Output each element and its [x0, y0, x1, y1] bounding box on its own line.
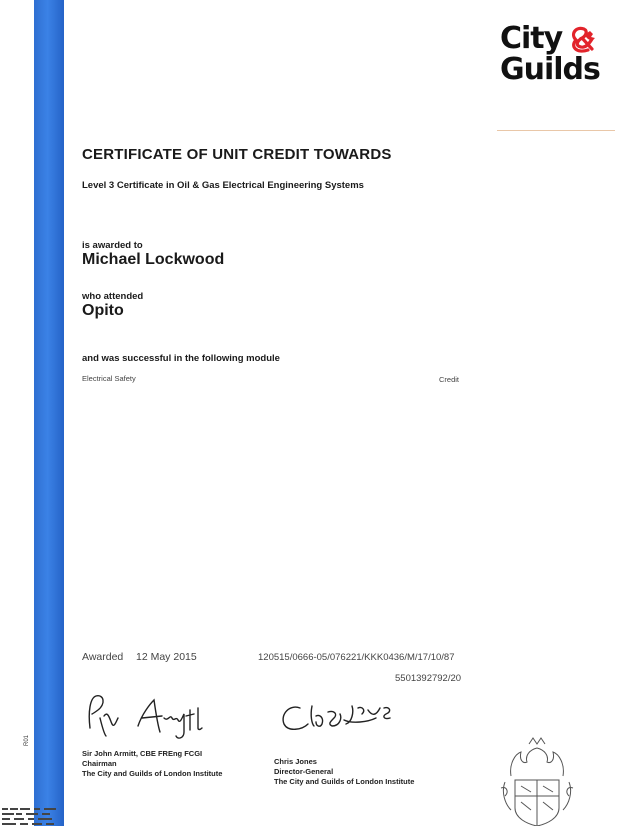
awarded-to-label: is awarded to [82, 240, 143, 251]
strip-code: R01 [24, 734, 30, 746]
logo-guilds-text: Guilds [500, 52, 600, 87]
chairman-role: Chairman [82, 759, 117, 768]
centre-name: Opito [82, 302, 124, 319]
qualification-title: Level 3 Certificate in Oil & Gas Electrical Engineering Systems [82, 180, 364, 191]
attended-label: who attended [82, 291, 144, 302]
certificate-title: CERTIFICATE OF UNIT CREDIT TOWARDS [82, 146, 392, 163]
director-signature [272, 694, 422, 740]
blue-side-strip [34, 0, 64, 826]
logo-city-text: City [500, 21, 563, 56]
certificate-number: 5501392792/20 [395, 673, 462, 684]
logo-divider [497, 130, 615, 131]
awarded-label: Awarded [82, 651, 124, 663]
director-name: Chris Jones [274, 757, 317, 766]
chairman-name: Sir John Armitt, CBE FREng FCGI [82, 749, 203, 758]
reference-number: 120515/0666-05/076221/KKK0436/M/17/10/87 [258, 652, 455, 663]
city-and-guilds-logo [500, 21, 600, 87]
success-label: and was successful in the following module [82, 353, 280, 364]
chairman-org: The City and Guilds of London Institute [82, 769, 223, 778]
institute-seal-icon [497, 736, 577, 826]
awarded-date: 12 May 2015 [136, 651, 197, 663]
chairman-signature [80, 690, 230, 742]
director-org: The City and Guilds of London Institute [274, 777, 415, 786]
ampersand-lion-icon [566, 24, 598, 54]
director-role: Director-General [274, 767, 334, 776]
recipient-name: Michael Lockwood [82, 251, 225, 268]
barcode-stamp-icon [0, 806, 60, 826]
director-details [274, 757, 414, 787]
credit-label: Credit [439, 375, 460, 384]
module-name: Electrical Safety [82, 374, 136, 383]
chairman-details [82, 749, 222, 779]
